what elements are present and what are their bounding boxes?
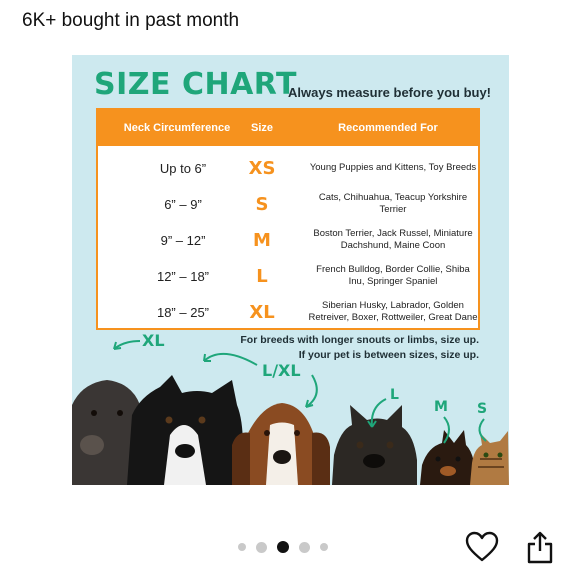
size-cell: L: [256, 265, 268, 287]
size-table: [96, 108, 480, 330]
recommended-cell: Cats, Chihuahua, Teacup Yorkshire Terrier: [318, 192, 468, 215]
sizing-notes: [240, 333, 479, 363]
basset-hound-icon: [232, 403, 330, 485]
size-cell: S: [255, 193, 269, 215]
carousel-dot[interactable]: [299, 542, 310, 553]
recommended-cell: Siberian Husky, Labrador, Golden Retreiver, Boxer, Rottweiler, Great Dane: [308, 300, 478, 323]
border-collie-icon: [127, 375, 243, 485]
table-header: [98, 110, 478, 146]
chart-tagline: Always measure before you buy!: [288, 85, 492, 100]
recommended-cell: French Bulldog, Border Collie, Shiba Inu, Springer Spaniel: [316, 264, 470, 287]
neck-cell: 9” – 12”: [160, 232, 206, 248]
product-image[interactable]: [72, 55, 509, 485]
carousel-dots: [238, 541, 328, 553]
neck-cell: 6” – 9”: [164, 196, 202, 212]
size-cell: XL: [249, 301, 275, 323]
neck-cell: Up to 6”: [159, 160, 207, 176]
column-header-recommended: Recommended For: [338, 122, 438, 134]
callout-xl: XL: [142, 331, 165, 350]
note-longer-snouts: For breeds with longer snouts or limbs, size up.: [240, 334, 479, 346]
column-header-size: Size: [250, 122, 273, 134]
table-row: [98, 258, 478, 294]
note-between-sizes: If your pet is between sizes, size up.: [298, 349, 479, 361]
neck-cell: 18” – 25”: [156, 304, 210, 320]
callout-s: S: [477, 401, 488, 417]
callout-lxl: L/XL: [262, 361, 301, 380]
chart-title: SIZE CHART: [94, 67, 298, 102]
size-cell: M: [253, 229, 271, 251]
carousel-dot[interactable]: [256, 542, 267, 553]
table-row: [98, 222, 478, 258]
french-bulldog-icon: [332, 405, 417, 485]
table-row: [98, 150, 478, 186]
column-header-neck: Neck Circumference: [123, 122, 231, 134]
carousel-dot[interactable]: [320, 543, 328, 551]
neck-cell: 12” – 18”: [156, 268, 210, 284]
tabby-cat-icon: [470, 431, 509, 485]
min-pin-icon: [420, 430, 476, 485]
table-row: [98, 294, 478, 330]
table-row: [98, 186, 478, 222]
callout-l: L: [390, 387, 399, 403]
recommended-cell: Boston Terrier, Jack Russel, Miniature Dachshund, Maine Coon: [313, 228, 473, 251]
size-cell: XS: [248, 157, 276, 179]
recommended-cell: Young Puppies and Kittens, Toy Breeds: [309, 162, 477, 173]
dogs-illustration: [72, 375, 509, 485]
share-icon[interactable]: [526, 530, 554, 564]
carousel-dot[interactable]: [238, 543, 246, 551]
bought-count-text: 6K+ bought in past month: [22, 10, 240, 31]
heart-icon[interactable]: [465, 531, 499, 563]
carousel-dot-active[interactable]: [277, 541, 289, 553]
callout-m: M: [434, 399, 448, 415]
chart-header: [94, 67, 504, 109]
